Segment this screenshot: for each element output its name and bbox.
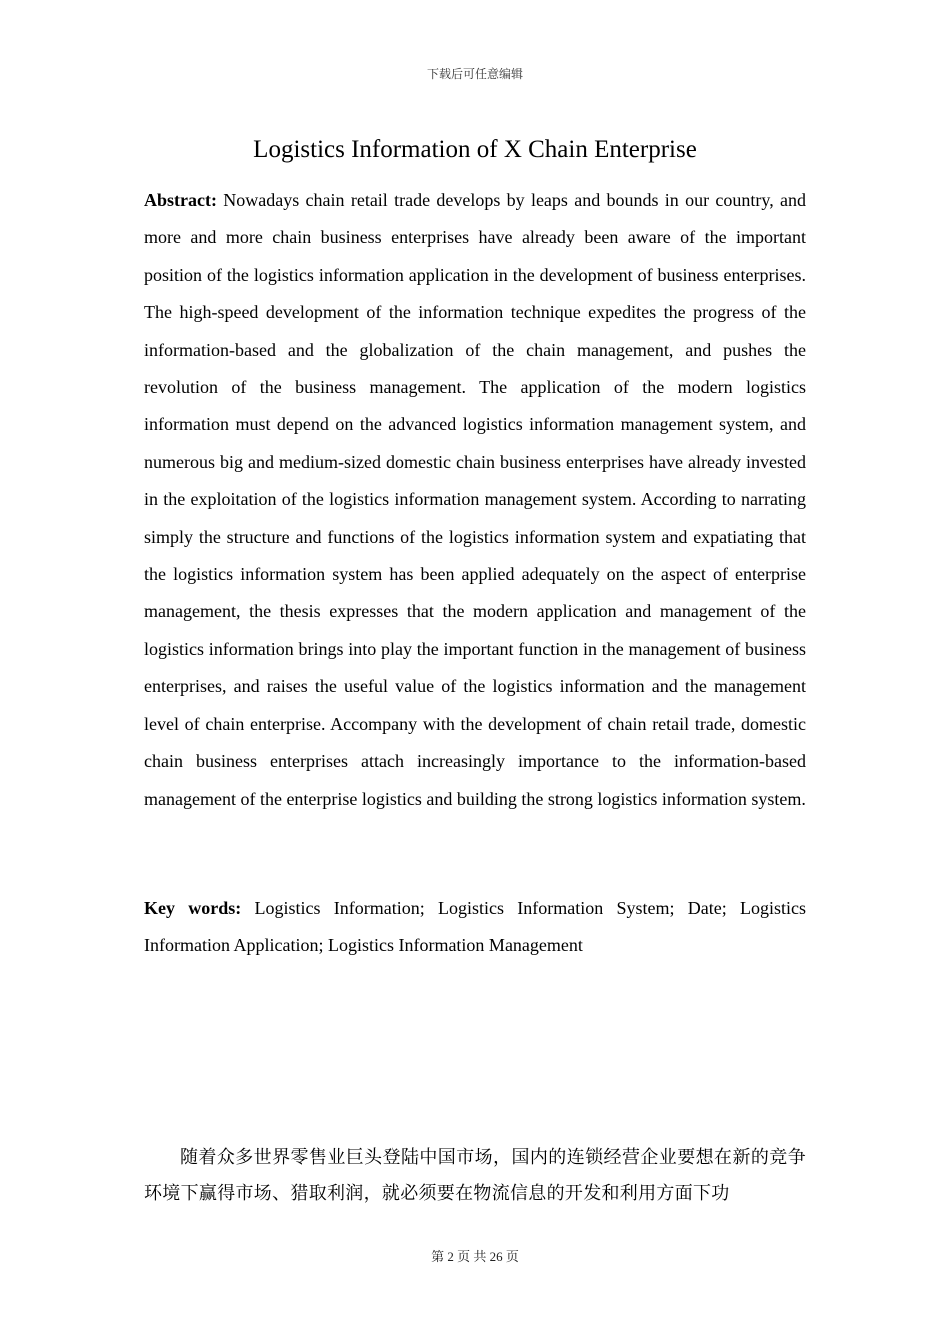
document-title: Logistics Information of X Chain Enterprise [253,136,697,163]
abstract-text: Nowadays chain retail trade develops by leaps and bounds in our country, and more and more chain business enterprises have already been aware of the important position of the logistics information application in the development of business enterprises. The high-speed development of the information technique expedites the progress of the information-based and the globalization of the chain management, and pushes the revolution of the business management. The application of the modern logistics information must depend on the advanced logistics information management system, and numerous big and medium-sized domestic chain business enterprises have already invested in the exploitation of the logistics information management system. According to narrating simply the structure and functions of the logistics information system and expatiating that the logistics information system has been applied adequately on the aspect of enterprise management, the thesis expresses that the modern application and management of the logistics information brings into play the important function in the management of business enterprises, and raises the useful value of the logistics information and the management level of chain enterprise. Accompany with the development of chain retail trade, domestic chain business enterprises attach increasingly importance to the information-based management of the enterprise logistics and building the strong logistics information system. [144,190,806,809]
abstract-label: Abstract: [144,190,217,210]
abstract-paragraph [144,182,806,818]
keywords-paragraph [144,890,806,965]
keywords-label: Key words: [144,898,242,918]
keywords-text: Logistics Information; Logistics Information System; Date; Logistics Information Application; Logistics Information Management [144,898,806,956]
page-footer: 第 2 页 共 26 页 [431,1249,519,1264]
page-header: 下载后可任意编辑 [426,67,523,81]
chinese-body-paragraph: 随着众多世界零售业巨头登陆中国市场，国内的连锁经营企业要想在新的竞争环境下赢得市场、猎取利润，就必须要在物流信息的开发和利用方面下功 [144,1147,806,1204]
